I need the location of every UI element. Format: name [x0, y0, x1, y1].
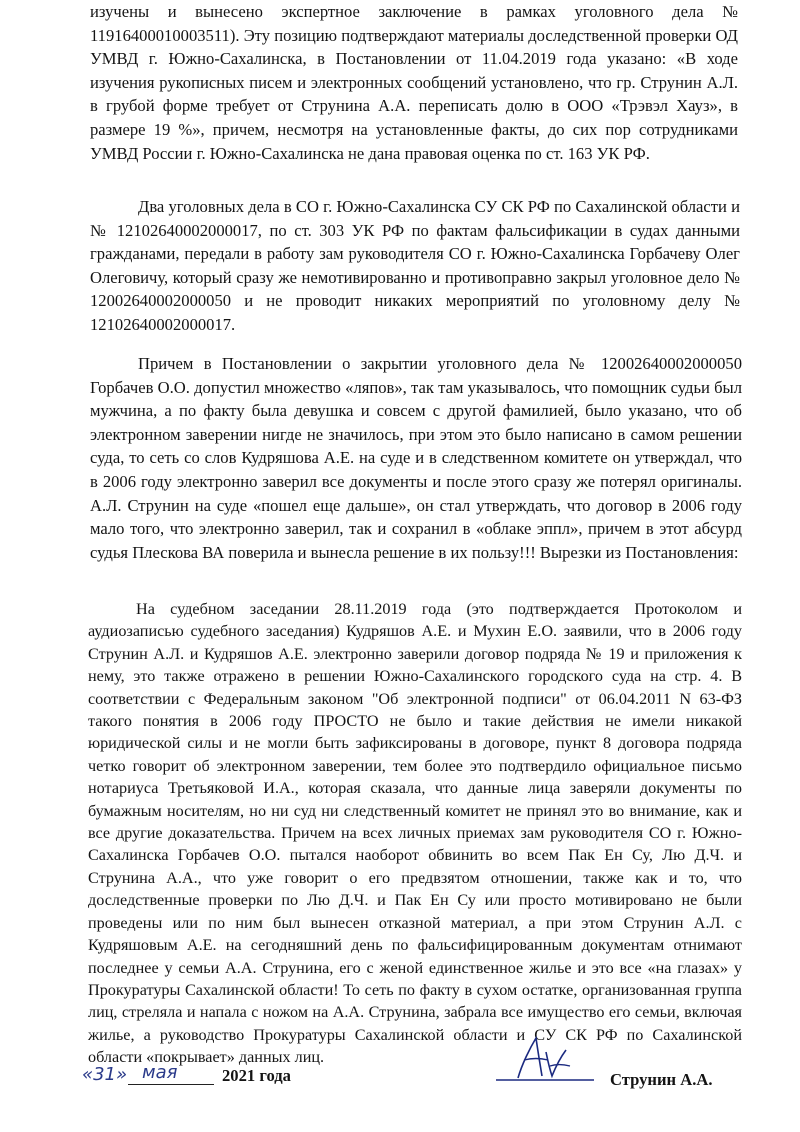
- handwritten-signature: [490, 1030, 600, 1092]
- paragraph-2: Два уголовных дела в СО г. Южно-Сахалинска СУ СК РФ по Сахалинской области и № 12102640002000017, по ст. 303 УК РФ по фактам фальсификации в судах данными гражданами, передали в работу зам руководителя СО г. Южно-Сахалинска Горбачеву Олег Олеговичу, который сразу же немотивированно и противоправно закрыл уголовное дело № 12002640002000050 и не проводит никаких мероприятий по уголовному делу № 12102640002000017.: [90, 197, 740, 334]
- signature-date: [82, 1062, 342, 1092]
- date-underline: [128, 1084, 214, 1085]
- signer-name: Струнин А.А.: [610, 1070, 713, 1089]
- date-year: 2021 года: [222, 1066, 291, 1085]
- paragraph-1: изучены и вынесено экспертное заключение в рамках уголовного дела № 11916400010003511). Эту позицию подтверждают материалы доследственной проверки ОД УМВД г. Южно-Сахалинска, в Постановлении от 11.04.2019 года указано: «В ходе изучения рукописных писем и электронных сообщений установлено, что гр. Струнин А.Л. в грубой форме требует от Струнина А.А. переписать долю в ООО «Трэвэл Хауз», в размере 19 %», причем, несмотря на установленные факты, до сих пор сотрудниками УМВД России г. Южно-Сахалинска не дана правовая оценка по ст. 163 УК РФ.: [90, 2, 738, 163]
- date-day: «31»: [82, 1064, 128, 1085]
- date-month: мая: [142, 1062, 178, 1083]
- paragraph-4-excerpt: На судебном заседании 28.11.2019 года (это подтверждается Протоколом и аудиозаписью судебного заседания) Кудряшов А.Е. и Мухин Е.О. заявили, что в 2006 году Струнин А.Л. и Кудряшов А.Е. электронно заверили договор подряда № 19 и приложения к нему, это также отражено в решении Южно-Сахалинского городского суда на стр. 4. В соответствии с Федеральным законом "Об электронной подписи" от 06.04.2011 N 63-ФЗ такого понятия в 2006 году ПРОСТО не было и такие действия не имели никакой юридической силы и не могли быть зафиксированы в договоре, пункт 8 договора подряда четко говорит об электронном заверении, тем более это подтвердило официальное письмо нотариуса Третьяковой И.А., которая сказала, что данные лица заверяли документы по бумажным носителям, но ни суд ни следственный комитет не принял это во внимание, как и все другие доказательства. Причем на всех личных приемах зам руководителя СО г. Южно-Сахалинска Горбачев О.О. пытался наоборот обвинить во всем Пак Ен Су, Лю Д.Ч. и Струнина А.А., что уже говорит о его предвзятом отношении, также как и то, что доследственные проверки по Лю Д.Ч. и Пак Ен Су или просто мотивировано не были проведены или по ним был вынесен отказной материал, а при этом Струнин А.Л. с Кудряшовым А.Е. на сегодняшний день по фальсифицированным документам отнимают последнее у семьи А.А. Струнина, его с женой единственное жилье и это все «на глазах» у Прокуратуры Сахалинской области! То сеть по факту в сухом остатке, организованная группа лиц, стреляла и напала с ножом на А.А. Струнина, забрала все имущество его семьи, включая жилье, а руководство Прокуратуры Сахалинской области и СУ СК РФ по Сахалинской области «покрывает» данных лиц.: [88, 600, 742, 1067]
- paragraph-3: Причем в Постановлении о закрытии уголовного дела № 12002640002000050 Горбачев О.О. допустил множество «ляпов», так там указывалось, что помощник судьи был мужчина, а по факту была девушка и совсем с другой фамилией, было указано, что об электронном заверении нигде не значилось, при этом это было написано в самом решении суда, то сеть со слов Кудряшова А.Е. на суде и в следственном комитете он утверждал, что в 2006 году электронно заверил все документы и после этого сразу же потерял оригиналы. А.Л. Струнин на суде «пошел еще дальше», он стал утверждать, что договор в 2006 году мало того, что электронно заверил, так и сохранил в «облаке эппл», причем в этот абсурд судья Плескова ВА поверила и вынесла решение в их пользу!!! Вырезки из Постановления:: [90, 354, 742, 562]
